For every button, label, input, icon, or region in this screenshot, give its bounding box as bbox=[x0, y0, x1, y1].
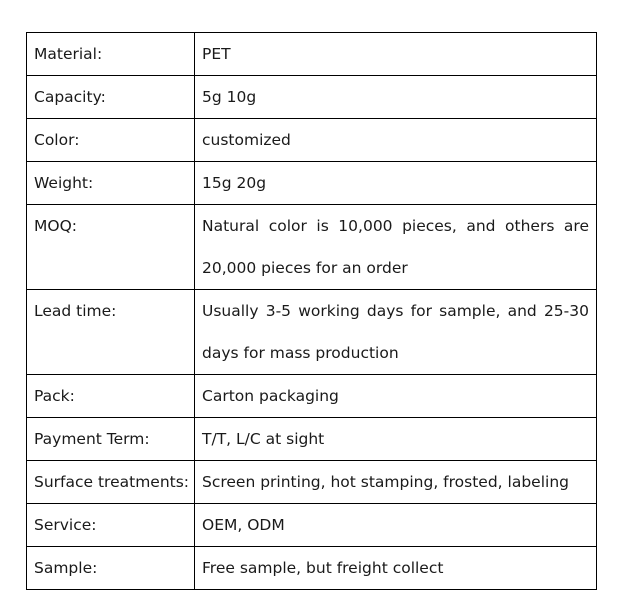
spec-value: Free sample, but freight collect bbox=[195, 547, 597, 590]
table-row-sample bbox=[27, 547, 597, 590]
table-row-lead-time bbox=[27, 290, 597, 375]
table-row-material bbox=[27, 33, 597, 76]
spec-value: T/T, L/C at sight bbox=[195, 418, 597, 461]
table-row-surface-treatments bbox=[27, 461, 597, 504]
spec-label: Color: bbox=[27, 119, 195, 162]
spec-label: Service: bbox=[27, 504, 195, 547]
spec-label: Weight: bbox=[27, 162, 195, 205]
spec-value: 5g 10g bbox=[195, 76, 597, 119]
spec-value: Carton packaging bbox=[195, 375, 597, 418]
spec-value: Natural color is 10,000 pieces, and others are 20,000 pieces for an order bbox=[195, 205, 597, 290]
table-row-service bbox=[27, 504, 597, 547]
spec-value: customized bbox=[195, 119, 597, 162]
spec-label: Payment Term: bbox=[27, 418, 195, 461]
table-row-color bbox=[27, 119, 597, 162]
spec-label: MOQ: bbox=[27, 205, 195, 290]
table-row-payment-term bbox=[27, 418, 597, 461]
spec-label: Surface treatments: bbox=[27, 461, 195, 504]
spec-value: Usually 3-5 working days for sample, and 25-30 days for mass production bbox=[195, 290, 597, 375]
spec-value: 15g 20g bbox=[195, 162, 597, 205]
table-row-moq bbox=[27, 205, 597, 290]
product-spec-table bbox=[26, 32, 597, 590]
spec-label: Lead time: bbox=[27, 290, 195, 375]
table-row-capacity bbox=[27, 76, 597, 119]
table-row-weight bbox=[27, 162, 597, 205]
spec-value: PET bbox=[195, 33, 597, 76]
spec-value: OEM, ODM bbox=[195, 504, 597, 547]
spec-label: Material: bbox=[27, 33, 195, 76]
spec-label: Capacity: bbox=[27, 76, 195, 119]
spec-label: Sample: bbox=[27, 547, 195, 590]
spec-value: Screen printing, hot stamping, frosted, labeling bbox=[195, 461, 597, 504]
table-row-pack bbox=[27, 375, 597, 418]
spec-label: Pack: bbox=[27, 375, 195, 418]
